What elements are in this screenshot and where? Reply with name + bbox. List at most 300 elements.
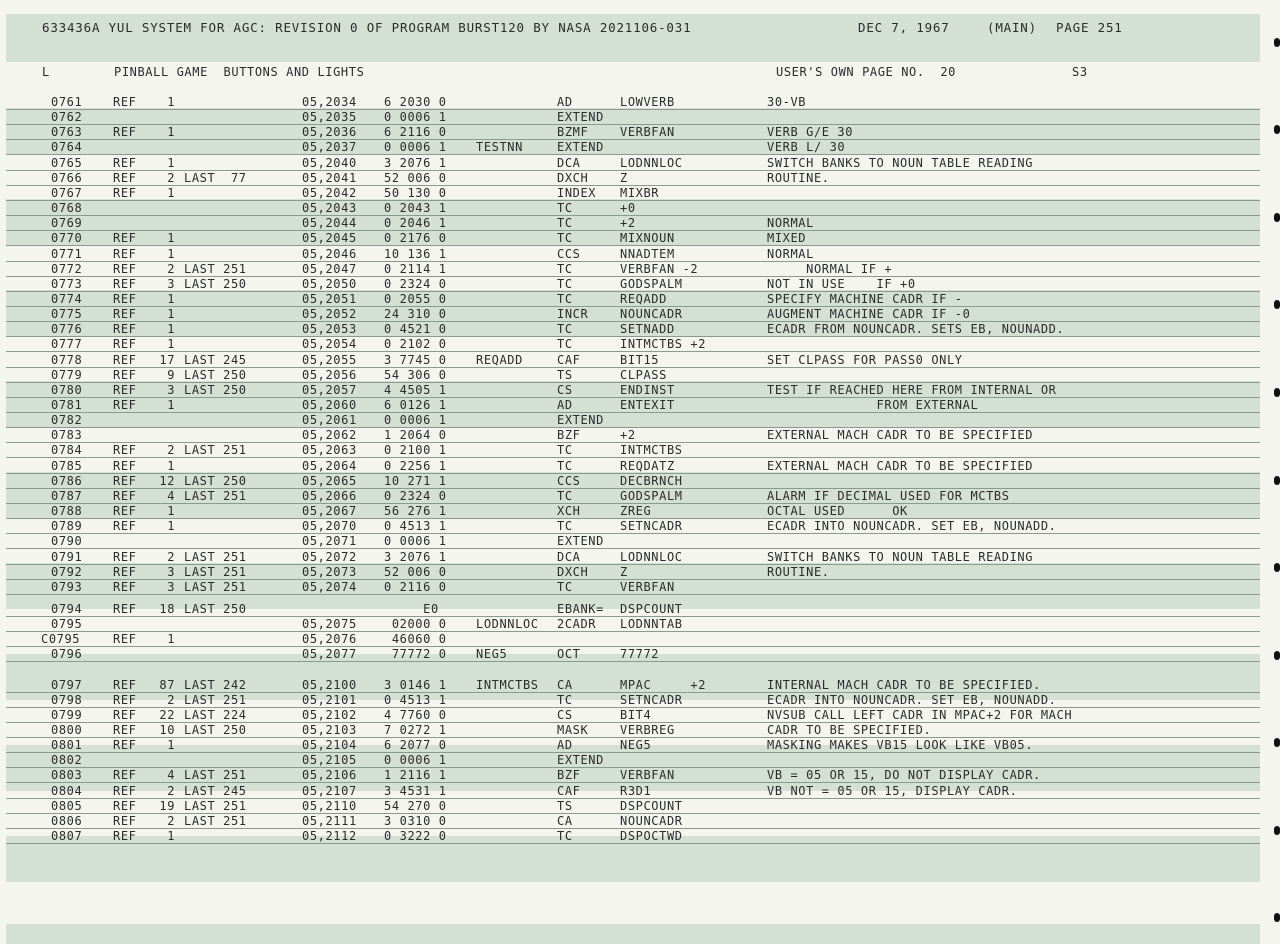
cell-line: 0801 (51, 738, 83, 753)
cell-count: 1 (167, 95, 176, 109)
cell-comment: TEST IF REACHED HERE FROM INTERNAL OR (767, 382, 1057, 397)
cell-op: EXTEND (557, 534, 604, 549)
cell-operand: SETNADD (620, 322, 675, 337)
cell-op: DXCH (557, 170, 589, 185)
cell-op: 2CADR (557, 617, 597, 632)
cell-line: 0799 (51, 707, 83, 722)
cell-comment: FROM EXTERNAL (767, 398, 979, 412)
cell-op: TC (557, 692, 573, 707)
cell-op: CAF (557, 352, 581, 367)
cell-operand: ENDINST (620, 382, 675, 397)
cell-comment: ECADR INTO NOUNCADR. SET EB, NOUNADD. (767, 692, 1057, 707)
cell-ref: REF (113, 813, 137, 828)
cell-count: 1 (167, 337, 176, 352)
cell-addr: 05,2077 (302, 647, 357, 662)
header-page-number: PAGE 251 (1056, 20, 1123, 35)
cell-word: 0 2324 0 (384, 276, 447, 291)
cell-op: EBANK= (557, 601, 604, 616)
cell-addr: 05,2047 (302, 261, 357, 276)
cell-ref: REF (113, 155, 137, 170)
cell-word: 0 4521 0 (384, 322, 447, 337)
cell-operand: DECBRNCH (620, 473, 683, 488)
cell-line: 0797 (51, 677, 83, 692)
cell-ref: REF (113, 579, 137, 594)
cell-last: LAST 250 (184, 367, 247, 382)
header-program-line: 633436A YUL SYSTEM FOR AGC: REVISION 0 OF PROGRAM BURST120 BY NASA 2021106-031 (42, 20, 692, 35)
cell-comment: AUGMENT MACHINE CADR IF -0 (767, 307, 971, 322)
cell-count: 3 (167, 382, 176, 397)
cell-word: 02000 0 (384, 617, 447, 632)
cell-comment: MASKING MAKES VB15 LOOK LIKE VB05. (767, 738, 1034, 753)
feed-hole (1274, 125, 1280, 134)
cell-line: 0772 (51, 261, 83, 276)
cell-count: 2 (167, 783, 176, 798)
cell-op: TC (557, 488, 573, 503)
cell-op: EXTEND (557, 753, 604, 768)
header-date: DEC 7, 1967 (858, 20, 950, 35)
cell-line: 0800 (51, 723, 83, 737)
cell-comment: CADR TO BE SPECIFIED. (767, 723, 932, 737)
cell-operand: VERBFAN (620, 768, 675, 783)
cell-op: TS (557, 798, 573, 813)
cell-label: TESTNN (476, 140, 523, 155)
cell-op: TC (557, 443, 573, 458)
cell-word: 46060 0 (384, 632, 447, 647)
cell-word: 0 0006 1 (384, 753, 447, 768)
cell-line: 0767 (51, 185, 83, 200)
cell-label: LODNNLOC (476, 617, 539, 632)
cell-line: 0806 (51, 813, 83, 828)
cell-addr: 05,2054 (302, 337, 357, 352)
cell-addr: 05,2044 (302, 216, 357, 231)
header-section: (MAIN) (987, 20, 1037, 35)
cell-line: 0802 (51, 753, 83, 768)
cell-addr: 05,2104 (302, 738, 357, 753)
cell-op: AD (557, 398, 573, 412)
cell-comment: NORMAL (767, 246, 814, 261)
cell-op: TC (557, 579, 573, 594)
cell-comment: ECADR INTO NOUNCADR. SET EB, NOUNADD. (767, 519, 1057, 534)
cell-op: CCS (557, 246, 581, 261)
cell-line: 0796 (51, 647, 83, 662)
cell-op: DXCH (557, 564, 589, 579)
cell-addr: 05,2073 (302, 564, 357, 579)
cell-line: 0770 (51, 231, 83, 246)
cell-comment: ALARM IF DECIMAL USED FOR MCTBS (767, 488, 1010, 503)
cell-ref: REF (113, 798, 137, 813)
cell-line: 0769 (51, 216, 83, 231)
cell-operand: LODNNLOC (620, 549, 683, 564)
cell-ref: REF (113, 95, 137, 109)
cell-last: LAST 250 (184, 601, 247, 616)
cell-line: 0786 (51, 473, 83, 488)
cell-last: LAST 77 (184, 170, 247, 185)
cell-operand: NEG5 (620, 738, 652, 753)
cell-op: TC (557, 291, 573, 306)
feed-hole (1274, 476, 1280, 485)
cell-ref: REF (113, 125, 137, 140)
cell-operand: REQADD (620, 291, 667, 306)
cell-comment: ECADR FROM NOUNCADR. SETS EB, NOUNADD. (767, 322, 1065, 337)
cell-op: TS (557, 367, 573, 382)
cell-addr: 05,2060 (302, 398, 357, 412)
cell-word: 56 276 1 (384, 504, 447, 519)
cell-operand: MIXBR (620, 185, 660, 200)
cell-addr: 05,2042 (302, 185, 357, 200)
cell-line: 0805 (51, 798, 83, 813)
feed-hole (1274, 38, 1280, 47)
cell-operand: +2 (620, 428, 636, 443)
cell-op: INDEX (557, 185, 597, 200)
cell-addr: 05,2035 (302, 110, 357, 125)
cell-ref: REF (113, 768, 137, 783)
cell-operand: LODNNLOC (620, 155, 683, 170)
cell-operand: BIT4 (620, 707, 652, 722)
cell-ref: REF (113, 443, 137, 458)
cell-addr: 05,2045 (302, 231, 357, 246)
cell-line: 0766 (51, 170, 83, 185)
cell-op: EXTEND (557, 110, 604, 125)
cell-ref: REF (113, 261, 137, 276)
cell-addr: 05,2101 (302, 692, 357, 707)
cell-line: 0781 (51, 398, 83, 412)
cell-count: 4 (167, 488, 176, 503)
cell-addr: 05,2041 (302, 170, 357, 185)
cell-comment: NORMAL (767, 216, 814, 231)
subheader-code: S3 (1072, 65, 1088, 79)
cell-addr: 05,2074 (302, 579, 357, 594)
cell-word: 0 2100 1 (384, 443, 447, 458)
cell-comment: OCTAL USED OK (767, 504, 908, 519)
cell-word: 1 2064 0 (384, 428, 447, 443)
cell-ref: REF (113, 549, 137, 564)
cell-op: AD (557, 95, 573, 109)
cell-count: 19 (159, 798, 176, 813)
cell-op: TC (557, 216, 573, 231)
feed-hole (1274, 738, 1280, 747)
cell-ref: REF (113, 367, 137, 382)
cell-count: 4 (167, 768, 176, 783)
cell-word: 6 0126 1 (384, 398, 447, 412)
cell-ref: REF (113, 677, 137, 692)
cell-line: 0795 (51, 617, 83, 632)
cell-ref: REF (113, 519, 137, 534)
cell-last: LAST 250 (184, 276, 247, 291)
cell-addr: 05,2055 (302, 352, 357, 367)
cell-comment: 30-VB (767, 95, 807, 109)
cell-count: 18 (159, 601, 176, 616)
cell-op: XCH (557, 504, 581, 519)
cell-ref: REF (113, 246, 137, 261)
cell-word: 52 006 0 (384, 564, 447, 579)
cell-operand: Z (620, 564, 628, 579)
subheader-title: PINBALL GAME BUTTONS AND LIGHTS (114, 65, 365, 79)
cell-count: 1 (167, 738, 176, 753)
cell-addr: 05,2062 (302, 428, 357, 443)
cell-addr: 05,2056 (302, 367, 357, 382)
cell-comment: EXTERNAL MACH CADR TO BE SPECIFIED (767, 428, 1034, 443)
cell-op: MASK (557, 723, 589, 737)
cell-op: CA (557, 813, 573, 828)
cell-count: 2 (167, 813, 176, 828)
feed-hole (1274, 300, 1280, 309)
cell-addr: 05,2046 (302, 246, 357, 261)
cell-word: 52 006 0 (384, 170, 447, 185)
cell-count: 1 (167, 632, 176, 647)
cell-word: 54 270 0 (384, 798, 447, 813)
cell-line: 0778 (51, 352, 83, 367)
cell-operand: GODSPALM (620, 488, 683, 503)
cell-line: 0774 (51, 291, 83, 306)
cell-last: LAST 251 (184, 798, 247, 813)
feed-hole (1274, 213, 1280, 222)
cell-op: TC (557, 276, 573, 291)
cell-addr: 05,2100 (302, 677, 357, 692)
cell-word: E0 (384, 601, 439, 616)
cell-comment: INTERNAL MACH CADR TO BE SPECIFIED. (767, 677, 1041, 692)
cell-line: 0782 (51, 413, 83, 428)
cell-last: LAST 245 (184, 352, 247, 367)
cell-word: 0 3222 0 (384, 829, 447, 844)
cell-line: 0807 (51, 829, 83, 844)
cell-word: 6 2030 0 (384, 95, 447, 109)
cell-addr: 05,2043 (302, 201, 357, 216)
cell-addr: 05,2107 (302, 783, 357, 798)
cell-comment: VB = 05 OR 15, DO NOT DISPLAY CADR. (767, 768, 1041, 783)
cell-line: 0776 (51, 322, 83, 337)
cell-op: TC (557, 231, 573, 246)
cell-addr: 05,2052 (302, 307, 357, 322)
cell-comment: VB NOT = 05 OR 15, DISPLAY CADR. (767, 783, 1018, 798)
cell-op: TC (557, 519, 573, 534)
cell-operand: Z (620, 170, 628, 185)
cell-count: 1 (167, 291, 176, 306)
cell-addr: 05,2106 (302, 768, 357, 783)
cell-word: 3 2076 1 (384, 155, 447, 170)
cell-operand: NOUNCADR (620, 307, 683, 322)
cell-operand: VERBFAN (620, 579, 675, 594)
cell-line: 0761 (51, 95, 83, 109)
cell-line: 0780 (51, 382, 83, 397)
cell-count: 1 (167, 829, 176, 844)
cell-word: 0 2324 0 (384, 488, 447, 503)
cell-operand: 77772 (620, 647, 660, 662)
cell-operand: NNADTEM (620, 246, 675, 261)
cell-op: TC (557, 337, 573, 352)
cell-operand: MPAC +2 (620, 677, 707, 692)
feed-hole (1274, 826, 1280, 835)
cell-count: 1 (167, 231, 176, 246)
cell-op: TC (557, 322, 573, 337)
cell-line: 0804 (51, 783, 83, 798)
cell-line: 0803 (51, 768, 83, 783)
cell-word: 50 130 0 (384, 185, 447, 200)
cell-line: 0764 (51, 140, 83, 155)
cell-word: 0 4513 1 (384, 519, 447, 534)
cell-addr: 05,2111 (302, 813, 357, 828)
cell-addr: 05,2112 (302, 829, 357, 844)
cell-count: 12 (159, 473, 176, 488)
cell-line: C0795 (41, 632, 81, 647)
cell-comment: SPECIFY MACHINE CADR IF - (767, 291, 963, 306)
cell-op: CAF (557, 783, 581, 798)
cell-count: 2 (167, 261, 176, 276)
cell-ref: REF (113, 738, 137, 753)
cell-addr: 05,2036 (302, 125, 357, 140)
cell-label: REQADD (476, 352, 523, 367)
cell-line: 0762 (51, 110, 83, 125)
cell-addr: 05,2061 (302, 413, 357, 428)
cell-addr: 05,2063 (302, 443, 357, 458)
cell-op: TC (557, 458, 573, 473)
cell-last: LAST 251 (184, 813, 247, 828)
cell-comment: NVSUB CALL LEFT CADR IN MPAC+2 FOR MACH (767, 707, 1073, 722)
cell-addr: 05,2066 (302, 488, 357, 503)
subheader-marker: L (42, 65, 50, 79)
cell-ref: REF (113, 307, 137, 322)
feed-hole (1274, 563, 1280, 572)
cell-ref: REF (113, 473, 137, 488)
cell-word: 4 7760 0 (384, 707, 447, 722)
cell-op: INCR (557, 307, 589, 322)
cell-op: BZF (557, 428, 581, 443)
cell-ref: REF (113, 382, 137, 397)
cell-addr: 05,2075 (302, 617, 357, 632)
cell-last: LAST 250 (184, 382, 247, 397)
cell-addr: 05,2050 (302, 276, 357, 291)
cell-addr: 05,2076 (302, 632, 357, 647)
cell-word: 6 2116 0 (384, 125, 447, 140)
cell-addr: 05,2051 (302, 291, 357, 306)
cell-last: LAST 251 (184, 692, 247, 707)
cell-count: 87 (159, 677, 176, 692)
cell-operand: +0 (620, 201, 636, 216)
cell-word: 3 0310 0 (384, 813, 447, 828)
cell-operand: NOUNCADR (620, 813, 683, 828)
cell-line: 0771 (51, 246, 83, 261)
cell-comment: VERB G/E 30 (767, 125, 854, 140)
cell-comment: SWITCH BANKS TO NOUN TABLE READING (767, 155, 1034, 170)
cell-operand: SETNCADR (620, 692, 683, 707)
cell-op: CA (557, 677, 573, 692)
cell-ref: REF (113, 783, 137, 798)
cell-word: 0 0006 1 (384, 110, 447, 125)
cell-comment: ROUTINE. (767, 170, 830, 185)
cell-line: 0789 (51, 519, 83, 534)
cell-comment: EXTERNAL MACH CADR TO BE SPECIFIED (767, 458, 1034, 473)
cell-addr: 05,2071 (302, 534, 357, 549)
cell-line: 0791 (51, 549, 83, 564)
cell-operand: REQDATZ (620, 458, 675, 473)
cell-comment: SWITCH BANKS TO NOUN TABLE READING (767, 549, 1034, 564)
cell-ref: REF (113, 185, 137, 200)
cell-count: 1 (167, 125, 176, 140)
cell-comment: MIXED (767, 231, 807, 246)
cell-operand: R3D1 (620, 783, 652, 798)
cell-comment: SET CLPASS FOR PASS0 ONLY (767, 352, 963, 367)
cell-op: TC (557, 261, 573, 276)
cell-addr: 05,2064 (302, 458, 357, 473)
cell-word: 0 2176 0 (384, 231, 447, 246)
cell-line: 0794 (51, 601, 83, 616)
cell-last: LAST 242 (184, 677, 247, 692)
cell-count: 3 (167, 579, 176, 594)
cell-word: 0 2116 0 (384, 579, 447, 594)
cell-word: 0 2046 1 (384, 216, 447, 231)
cell-op: CS (557, 382, 573, 397)
cell-count: 17 (159, 352, 176, 367)
cell-count: 1 (167, 458, 176, 473)
cell-word: 54 306 0 (384, 367, 447, 382)
cell-count: 2 (167, 692, 176, 707)
cell-addr: 05,2065 (302, 473, 357, 488)
cell-line: 0775 (51, 307, 83, 322)
cell-count: 2 (167, 443, 176, 458)
cell-op: TC (557, 829, 573, 844)
cell-last: LAST 251 (184, 768, 247, 783)
cell-operand: BIT15 (620, 352, 660, 367)
cell-addr: 05,2067 (302, 504, 357, 519)
cell-operand: VERBREG (620, 723, 675, 737)
cell-count: 1 (167, 246, 176, 261)
cell-operand: VERBFAN (620, 125, 675, 140)
cell-word: 4 4505 1 (384, 382, 447, 397)
cell-addr: 05,2070 (302, 519, 357, 534)
cell-word: 77772 0 (384, 647, 447, 662)
cell-word: 3 2076 1 (384, 549, 447, 564)
cell-operand: DSPCOUNT (620, 798, 683, 813)
cell-ref: REF (113, 276, 137, 291)
cell-last: LAST 251 (184, 261, 247, 276)
cell-addr: 05,2103 (302, 723, 357, 737)
cell-count: 1 (167, 322, 176, 337)
cell-ref: REF (113, 829, 137, 844)
cell-addr: 05,2102 (302, 707, 357, 722)
cell-op: DCA (557, 155, 581, 170)
cell-operand: INTMCTBS +2 (620, 337, 707, 352)
cell-word: 0 4513 1 (384, 692, 447, 707)
cell-count: 2 (167, 170, 176, 185)
cell-label: INTMCTBS (476, 677, 539, 692)
cell-line: 0765 (51, 155, 83, 170)
cell-addr: 05,2037 (302, 140, 357, 155)
cell-count: 1 (167, 307, 176, 322)
cell-operand: ZREG (620, 504, 652, 519)
cell-line: 0784 (51, 443, 83, 458)
cell-count: 2 (167, 549, 176, 564)
cell-last: LAST 251 (184, 443, 247, 458)
cell-operand: ENTEXIT (620, 398, 675, 412)
cell-word: 3 4531 1 (384, 783, 447, 798)
cell-addr: 05,2053 (302, 322, 357, 337)
cell-last: LAST 251 (184, 564, 247, 579)
cell-op: TC (557, 201, 573, 216)
cell-ref: REF (113, 488, 137, 503)
cell-addr: 05,2110 (302, 798, 357, 813)
cell-count: 3 (167, 276, 176, 291)
cell-ref: REF (113, 322, 137, 337)
cell-word: 10 136 1 (384, 246, 447, 261)
cell-ref: REF (113, 398, 137, 412)
cell-last: LAST 251 (184, 488, 247, 503)
cell-word: 0 0006 1 (384, 413, 447, 428)
cell-last: LAST 250 (184, 473, 247, 488)
cell-comment: ROUTINE. (767, 564, 830, 579)
cell-addr: 05,2105 (302, 753, 357, 768)
cell-count: 1 (167, 519, 176, 534)
cell-word: 0 0006 1 (384, 140, 447, 155)
cell-op: OCT (557, 647, 581, 662)
